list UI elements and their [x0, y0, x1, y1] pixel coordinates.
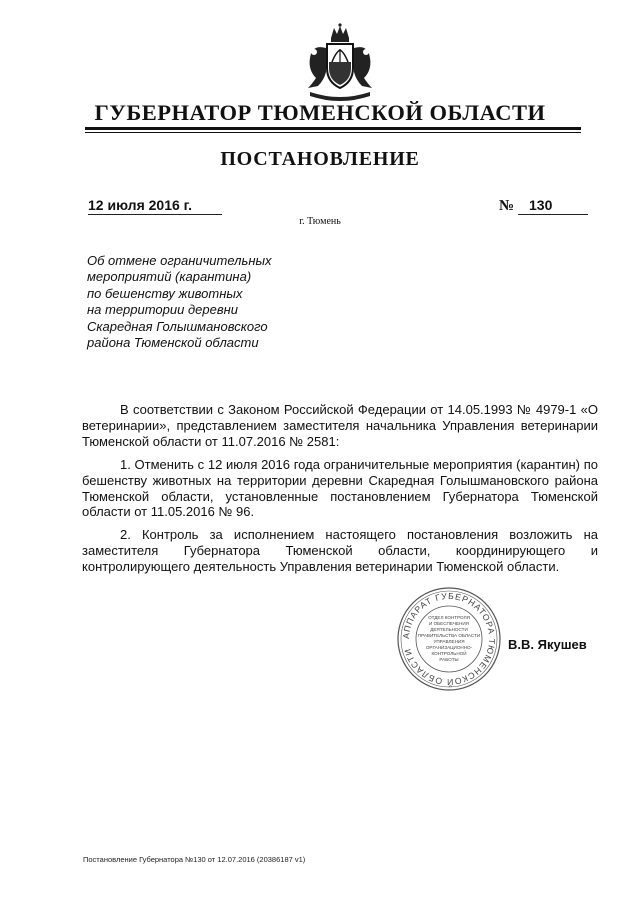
stamp-center-line: И ОБЕСПЕЧЕНИЯ [429, 621, 469, 626]
number-sign: № [499, 198, 515, 214]
clause-1-paragraph: 1. Отменить с 12 июля 2016 года ограничительные мероприятия (карантин) по бешенству животных на территории деревни Скаредная Голышмановского района Тюменской области, установленные постановлением Губернатора Тюменской области от 11.05.2016 № 96. [82, 457, 598, 520]
clause-2-paragraph: 2. Контроль за исполнением настоящего постановления возложить на заместителя Губернатора Тюменской области, координирующего и контролирующего деятельность Управления ветеринарии Тюменской области. [82, 527, 598, 574]
stamp-center-line: ДЕЯТЕЛЬНОСТИ [430, 627, 468, 632]
subject-line: Об отмене ограничительных [87, 253, 272, 268]
document-date: 12 июля 2016 г. [88, 197, 192, 213]
date-underline [88, 214, 222, 215]
document-city: г. Тюмень [299, 216, 341, 227]
document-subject [87, 253, 307, 351]
number-underline [518, 214, 588, 215]
stamp-center-line: УПРАВЛЕНИЯ [433, 639, 465, 644]
subject-line: по бешенству животных [87, 285, 243, 301]
footer-reference: Постановление Губернатора №130 от 12.07.2016 (20386187 v1) [83, 855, 306, 864]
coat-of-arms-icon [298, 22, 382, 106]
stamp-ring-text: АППАРАТ ГУБЕРНАТОРА ТЮМЕНСКОЙ ОБЛАСТИ [400, 590, 498, 688]
stamp-center-line: ОТДЕЛ КОНТРОЛЯ [428, 615, 470, 620]
subject-line: мероприятий (карантина) [87, 269, 252, 285]
document-type: ПОСТАНОВЛЕНИЕ [220, 148, 420, 170]
issuer-title: ГУБЕРНАТОР ТЮМЕНСКОЙ ОБЛАСТИ [94, 100, 546, 125]
stamp-center-line: РАБОТЫ [439, 657, 459, 662]
document-number: 130 [529, 197, 553, 213]
subject-line: района Тюменской области [87, 335, 259, 351]
stamp-center-line: ПРАВИТЕЛЬСТВА ОБЛАСТИ [417, 633, 481, 638]
subject-line: на территории деревни [87, 302, 239, 318]
stamp-center-line: КОНТРОЛЬНОЙ [431, 651, 467, 656]
subject-line: Скаредная Голышмановского [87, 318, 268, 334]
preamble-paragraph: В соответствии с Законом Российской Федерации от 14.05.1993 № 4979-1 «О ветеринарии», представлением заместителя начальника Управления ветеринарии Тюменской области от 11.07.2016 № 2581: [82, 402, 598, 449]
signatory-name: В.В. Якушев [508, 637, 587, 652]
header-rule-thick [85, 127, 581, 130]
header-rule-thin [85, 132, 581, 133]
official-stamp-icon [395, 585, 503, 693]
stamp-center-line: ОРГАНИЗАЦИОННО- [425, 645, 473, 650]
